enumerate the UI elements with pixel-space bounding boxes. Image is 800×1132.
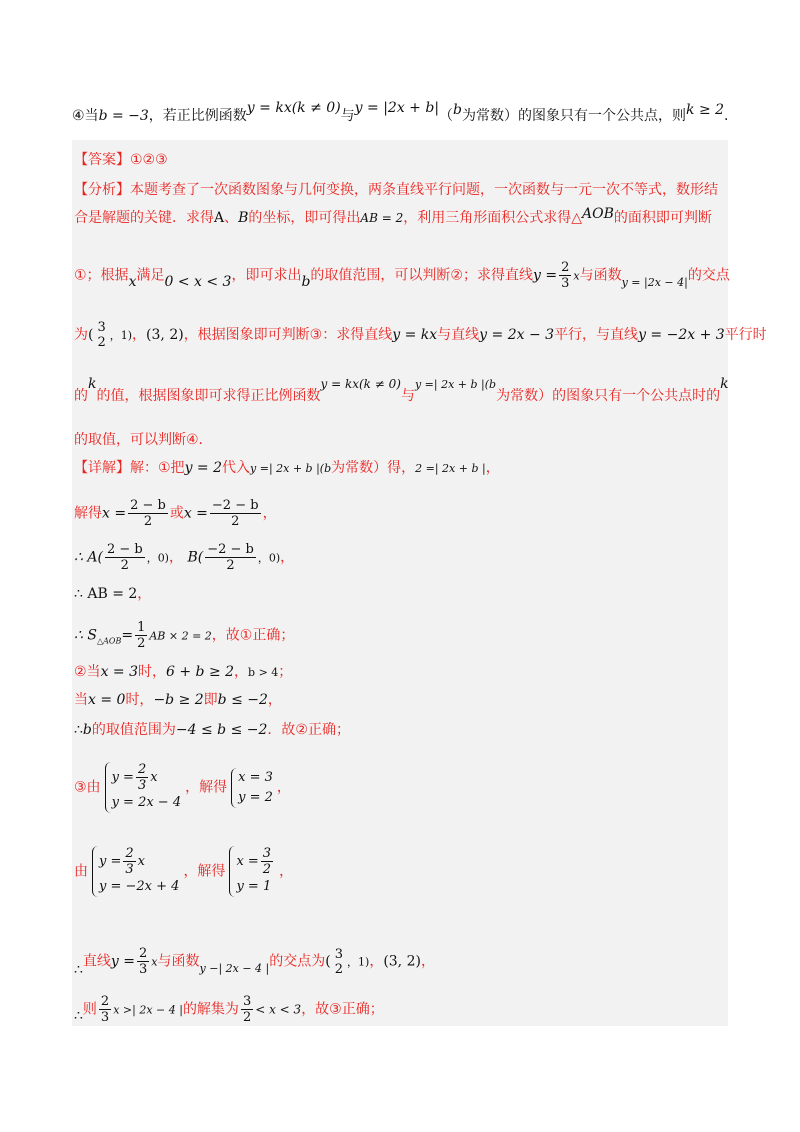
analysis-l2-c: ，利用三角形面积公式求得△	[403, 210, 583, 226]
x1-den: 2	[143, 514, 153, 529]
detail-l11-c: 与函数	[157, 953, 200, 970]
detail-l12-e: 的解集为	[182, 1001, 239, 1018]
analysis-l4-e: 平行时	[724, 327, 767, 343]
sys2-x: x	[137, 854, 145, 869]
x-eq-0: x = 0	[88, 692, 126, 708]
detail-l7-b: 时，	[125, 692, 154, 708]
detail-l10-a: 由	[74, 863, 88, 880]
detail-line-8	[74, 720, 350, 740]
analysis-l4-c: 与直线	[437, 327, 480, 343]
detail-or: 或	[169, 505, 184, 522]
analysis-l5-a: 的	[74, 388, 88, 404]
q4-b-value: b = −3	[98, 108, 149, 124]
analysis-l3-c: ，即可求出	[231, 267, 302, 284]
x-eq-1: x =	[102, 505, 127, 522]
sys2-eq2: y = −2x + 4	[99, 879, 180, 894]
sys1-num: 2	[137, 762, 147, 777]
half-den: 2	[137, 636, 146, 651]
func-abs: y =| 2x + b |(b	[414, 378, 497, 391]
b-range: −4 ≤ b ≤ −2	[175, 722, 268, 738]
var-b-8: b	[82, 722, 92, 738]
triangle-aob: AOB	[582, 206, 614, 222]
ineq-negb: −b ≥ 2	[153, 692, 204, 708]
sys1-eq2: y = 2x − 4	[111, 795, 182, 810]
analysis-l3-d: 的取值范围，可以判断②；求得直线	[310, 267, 533, 284]
therefore-8: ∴	[74, 722, 83, 738]
point-frac	[95, 320, 107, 350]
ineq-b4: b > 4	[248, 666, 279, 679]
analysis-l3-a: ①；根据	[74, 267, 129, 284]
frac-12b	[241, 994, 253, 1025]
ineq-bneg2: b ≤ −2	[217, 692, 268, 708]
solution-1	[231, 768, 273, 808]
sys1-x: x	[150, 770, 158, 785]
f12b-num: 3	[242, 994, 252, 1009]
func-kx: y = kx(k ≠ 0)	[320, 377, 401, 391]
f11-den: 3	[139, 962, 148, 977]
detail-l10-c: ，	[279, 863, 294, 880]
detail-line-4	[74, 584, 151, 604]
detail-l1-a: 解：①把	[130, 460, 185, 476]
b-y: 0)	[268, 551, 281, 565]
point-a: A	[214, 210, 225, 226]
f12b-den: 2	[242, 1010, 252, 1025]
ineq-12: x >| 2x − 4 |	[113, 1003, 183, 1017]
system-2	[92, 846, 179, 897]
detail-l11-b: 直线	[82, 953, 111, 970]
analysis-line-3	[74, 260, 730, 291]
detail-l2-a: 解得	[74, 505, 102, 522]
pt11-frac	[333, 947, 345, 977]
analysis-line-1	[74, 180, 718, 200]
a-y: 0)	[157, 551, 169, 565]
detail-l1-b: 代入	[222, 460, 251, 476]
q4-func-2: y = |2x + b|	[354, 100, 440, 116]
sol2-y: y = 1	[236, 879, 272, 894]
frac-den: 3	[561, 276, 570, 291]
sol1-x: x = 3	[238, 769, 273, 785]
therefore-12: ∴	[74, 1007, 83, 1024]
analysis-l2-b: 的坐标，即可得出	[248, 210, 361, 226]
ab-eq: AB = 2	[360, 211, 404, 225]
detail-l10-b: ，解得	[183, 863, 226, 880]
detail-l12-b: 则	[82, 1001, 97, 1018]
sys2-num: 2	[125, 846, 134, 861]
detail-l7-f: ，	[267, 692, 282, 708]
sol2-den: 2	[262, 862, 272, 877]
frac-half	[135, 620, 147, 651]
conclusion-3: ，故③正确；	[301, 1001, 384, 1018]
frac-2-3	[559, 260, 571, 291]
line-neg2x-3: y = −2x + 3	[638, 327, 725, 343]
detail-l8-c: 的取值范围为	[91, 722, 176, 738]
pt11-2: (3, 2)	[383, 953, 421, 970]
line11-x: x	[151, 955, 158, 969]
analysis-l2-a: 合是解题的关键．求得	[74, 210, 214, 226]
q4-text-1: ，若正比例函数	[148, 108, 247, 124]
statement-4	[72, 100, 729, 126]
analysis-l3-e: 与函数	[579, 267, 622, 284]
analysis-l3-g: 的交点	[687, 267, 730, 284]
analysis-l4-a: 为	[74, 327, 88, 343]
q4-circle: ④当	[72, 108, 99, 124]
abs-func-b: y =| 2x + b |(b	[250, 462, 332, 475]
detail-l7-d: 即	[203, 692, 218, 708]
line11-y: y =	[110, 953, 136, 970]
sys1-eq1: y =	[111, 770, 134, 785]
detail-line-2	[74, 498, 277, 529]
conclusion-1: ，故①正确；	[211, 627, 295, 644]
q4-text-3: （	[439, 108, 454, 124]
analysis-l3-b: 满足	[136, 267, 165, 284]
sol2-num: 3	[262, 846, 272, 861]
var-b: b	[301, 273, 311, 290]
frac-a	[105, 542, 145, 573]
line-x: x	[573, 269, 580, 283]
detail-l11-e: 的交点为	[269, 953, 326, 970]
comma-b: ，	[280, 549, 295, 566]
analysis-l4-b: ，根据图象即可判断③：求得直线	[183, 327, 393, 343]
detail-line-5	[74, 620, 294, 651]
analysis-l2-d: 的面积即可判断	[613, 210, 712, 226]
x-range: 0 < x < 3	[164, 273, 232, 290]
analysis-line-5	[74, 376, 729, 407]
frac-x2	[210, 498, 261, 529]
detail-l9-a: ③由	[74, 779, 101, 796]
ineq-6b: 6 + b ≥ 2	[166, 664, 235, 680]
pt11-num: 3	[334, 946, 344, 962]
sys2-den: 3	[125, 862, 134, 877]
q4-func-1: y = kx(k ≠ 0)	[246, 100, 341, 116]
detail-line-11: ∴直线y = $\frac{2}{3}$ x与函数$_{y -| 2x - 4 |}$的交点为( 3 2 ，1)，(3, 2)，	[74, 946, 435, 978]
sep-b: ，	[257, 551, 269, 565]
f12-den: 3	[100, 1010, 110, 1025]
y-eq-2: y = 2	[184, 460, 223, 476]
analysis-line-2	[74, 208, 712, 228]
eq-2: 2 =| 2x + b |	[415, 462, 486, 475]
q4-text-2: 与	[340, 108, 355, 124]
line-y: y =	[532, 267, 558, 284]
detail-line-6	[74, 662, 292, 683]
answer-line: 【答案】①②③	[74, 152, 168, 168]
abs-func-11: y −| 2x − 4 |	[199, 961, 270, 975]
solution-set: < x < 3	[255, 1002, 302, 1017]
detail-line-3	[74, 542, 294, 573]
x-eq-2: x =	[183, 505, 208, 522]
line-2x-3: y = 2x − 3	[479, 327, 555, 343]
q4-text-4: 为常数）的图象只有一个公共点，则	[462, 108, 687, 124]
therefore-11: ∴	[74, 961, 83, 978]
detail-l2-e: ，	[262, 505, 277, 522]
detail-l11-g: ，	[369, 953, 384, 970]
analysis-head: 【分析】	[74, 182, 130, 198]
analysis-line-4: 为( 3 2 ，1)，(3, 2)，根据图象即可判断③：求得直线y = kx与直线y = 2x − 3平行，与直线y = −2x + 3平行时	[74, 320, 767, 350]
q4-k-cond: k ≥ 2	[686, 102, 725, 118]
detail-l7-a: 当	[74, 692, 88, 708]
analysis-text-1: 本题考查了一次函数图象与几何变换，两条直线平行问题，一次函数与一元一次不等式，数形结	[130, 182, 718, 198]
area-expr: AB × 2 = 2	[149, 629, 212, 643]
detail-line-7	[74, 690, 282, 710]
q4-b-var: b	[453, 102, 463, 118]
pt11-1: 1)	[358, 955, 370, 969]
analysis-line-6: 的取值，可以判断④．	[74, 432, 213, 448]
analysis-l4-d: 平行，与直线	[554, 327, 639, 343]
detail-head: 【详解】	[74, 460, 130, 476]
var-x: x	[128, 273, 137, 290]
system-1	[105, 762, 182, 813]
solution-2	[229, 846, 275, 897]
detail-l6-b: 时，	[138, 664, 166, 680]
area-eq: =	[121, 627, 134, 644]
detail-l1-c: 为常数）得，	[331, 460, 416, 476]
analysis-l5-d: 为常数）的图象只有一个公共点时的	[496, 388, 721, 404]
a-den: 2	[120, 558, 129, 573]
a-num: 2 − b	[106, 542, 143, 557]
var-k: k	[88, 376, 97, 392]
frac-b	[205, 542, 256, 573]
f11-num: 2	[139, 946, 148, 961]
comma-ab: ，	[137, 586, 152, 602]
analysis-l5-b: 的值，根据图象即可求得正比例函数	[96, 388, 321, 404]
pt-2: (3, 2)	[146, 327, 184, 343]
sys2-eq1: y =	[99, 854, 122, 869]
b-den: 2	[226, 558, 235, 573]
comma-a: ，	[168, 549, 183, 566]
detail-l6-d: ，	[234, 664, 249, 680]
detail-l9-c: ，	[276, 779, 291, 796]
frac-12	[99, 994, 111, 1025]
pt-num: 3	[97, 320, 106, 335]
analysis-l5-c: 与	[400, 388, 415, 404]
frac-num: 2	[561, 260, 570, 275]
detail-line-12	[74, 994, 384, 1025]
ab-result: ∴ AB = 2	[74, 586, 138, 602]
detail-line-10	[74, 846, 293, 897]
line-kx: y = kx	[392, 327, 438, 343]
f12-num: 2	[100, 994, 110, 1009]
area-s: ∴ S	[74, 627, 97, 644]
abs-func: y = |2x − 4|	[621, 275, 688, 289]
x2-den: 2	[231, 514, 240, 529]
pt-1: 1)	[120, 329, 133, 342]
x2-num: −2 − b	[211, 498, 259, 513]
detail-l9-b: ，解得	[185, 779, 228, 796]
sep-a: ，	[146, 551, 158, 565]
analysis-l2-sep: 、	[224, 210, 239, 226]
b-num: −2 − b	[207, 542, 254, 557]
sol1-y: y = 2	[238, 789, 273, 805]
half-num: 1	[137, 620, 146, 635]
conclusion-2: ．故②正确；	[267, 722, 350, 738]
point-b: B	[238, 210, 249, 226]
x-eq-3: x = 3	[100, 664, 138, 680]
x1-num: 2 − b	[130, 498, 166, 513]
pt11-den: 2	[334, 961, 344, 977]
point-b-label: B(	[187, 549, 204, 566]
area-sub: △AOB	[96, 636, 122, 646]
detail-l6-f: ；	[278, 664, 293, 680]
detail-line-1	[74, 458, 500, 479]
pt-den: 2	[97, 335, 106, 350]
sys1-den: 3	[137, 778, 147, 793]
detail-l11-h: ，	[420, 953, 435, 970]
frac-11	[137, 946, 149, 977]
sol2-x: x =	[236, 854, 259, 869]
detail-line-9	[74, 762, 291, 813]
point-a-label: ∴ A(	[74, 549, 103, 566]
detail-l6-a: ②当	[74, 664, 101, 680]
frac-x1	[128, 498, 168, 529]
var-k-2: k	[720, 376, 729, 392]
detail-l1-d: ，	[485, 460, 500, 476]
q4-end: .	[724, 108, 729, 124]
